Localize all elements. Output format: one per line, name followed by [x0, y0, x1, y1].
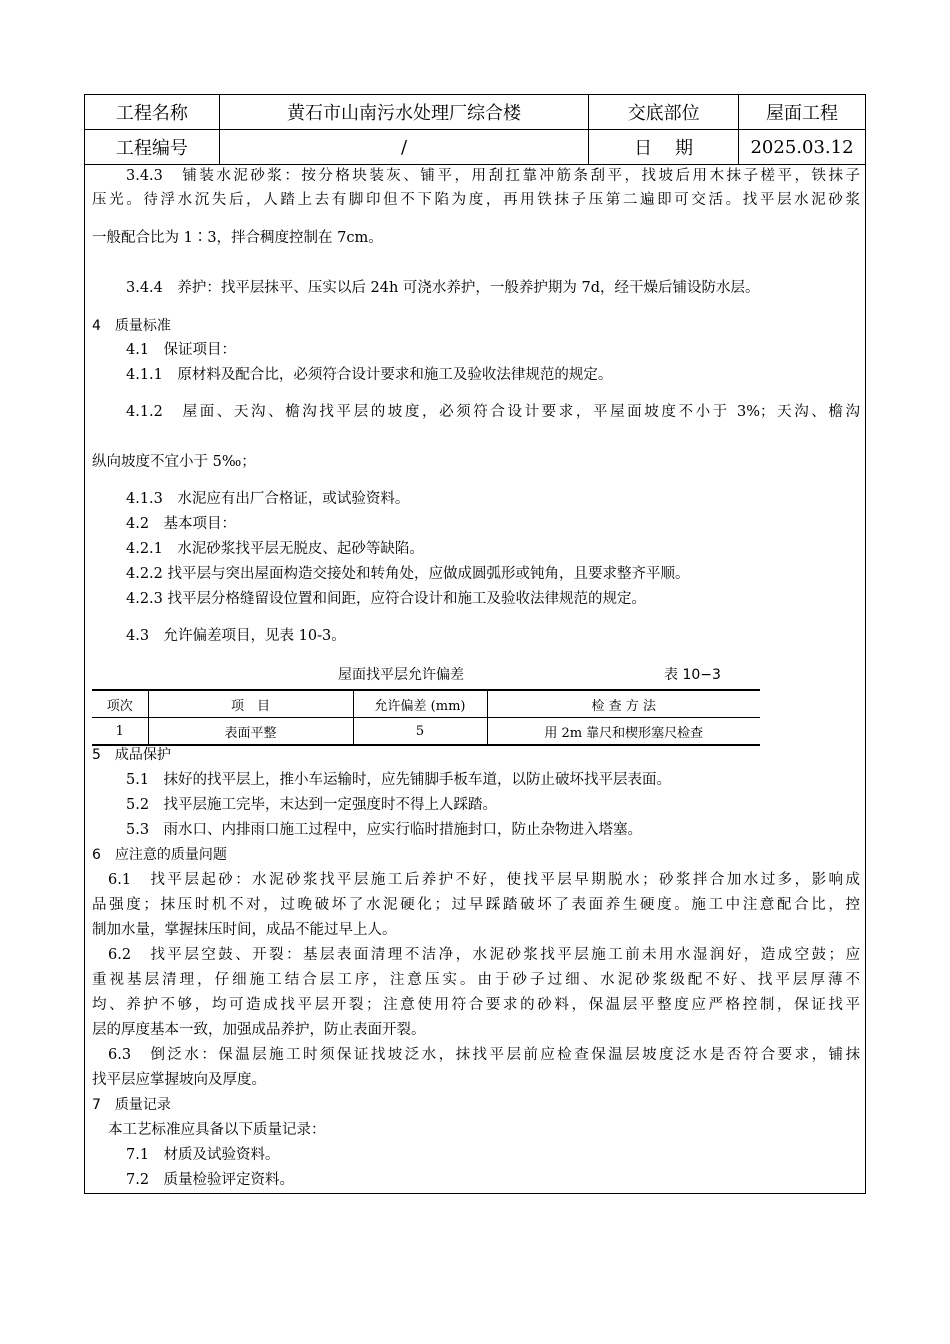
date-label: 日 期 — [589, 130, 739, 165]
dept-value: 屋面工程 — [739, 95, 866, 130]
table-header-method: 检 查 方 法 — [487, 690, 760, 718]
section-4-heading: 4 质量标准 — [92, 318, 171, 334]
date-value: 2025.03.12 — [739, 130, 866, 165]
item-6-1-line3: 制加水量，掌握抹压时间，成品不能过早上人。 — [92, 922, 397, 938]
item-4-2-2: 4.2.2 找平层与突出屋面构造交接处和转角处，应做成圆弧形或钝角，且要求整齐平顺。 — [126, 566, 690, 582]
table-cell-no: 1 — [92, 718, 148, 746]
item-5-3: 5.3 雨水口、内排雨口施工过程中，应实行临时措施封口，防止杂物进入塔塞。 — [126, 822, 643, 838]
item-6-3-line1: 6.3 倒泛水：保温层施工时须保证找坡泛水，抹找平层前应检查保温层坡度泛水是否符合要求，铺抹 — [108, 1047, 860, 1063]
item-4-2: 4.2 基本项目： — [126, 516, 237, 532]
item-7-intro: 本工艺标准应具备以下质量记录： — [108, 1122, 326, 1138]
section-6-heading: 6 应注意的质量问题 — [92, 847, 227, 863]
item-4-1-1: 4.1.1 原材料及配合比，必须符合设计要求和施工及验收法律规范的规定。 — [126, 367, 613, 383]
item-6-1-line2: 品强度；抹压时机不对，过晚破坏了水泥硬化；过早踩踏破坏了表面养生硬度。施工中注意配合比，控 — [92, 897, 860, 913]
paragraph-3-4-3-line1: 3.4.3 铺装水泥砂浆：按分格块装灰、铺平，用刮扛靠冲筋条刮平，找坡后用木抹子槎平，铁抹子 — [126, 168, 860, 184]
table-title: 屋面找平层允许偏差 — [338, 667, 464, 683]
table-cell-method: 用 2m 靠尺和楔形塞尺检查 — [487, 718, 760, 746]
table-cell-tolerance: 5 — [353, 718, 487, 746]
table-cell-item: 表面平整 — [148, 718, 353, 746]
project-name: 黄石市山南污水处理厂综合楼 — [219, 95, 588, 130]
item-6-2-line2: 重视基层清理，仔细施工结合层工序，注意压实。由于砂子过细、水泥砂浆级配不好、找平层厚薄不 — [92, 972, 860, 988]
item-5-2: 5.2 找平层施工完毕，末达到一定强度时不得上人踩踏。 — [126, 797, 498, 813]
project-no: / — [219, 130, 588, 165]
item-6-2-line3: 均、养护不够，均可造成找平层开裂；注意使用符合要求的砂料，保温层平整度应严格控制，保证找平 — [92, 997, 860, 1013]
item-4-1-2-line2: 纵向坡度不宜小于 5‰； — [92, 454, 256, 470]
paragraph-3-4-4: 3.4.4 养护：找平层抹平、压实以后 24h 可浇水养护，一般养护期为 7d，经干燥后铺设防水层。 — [126, 280, 760, 296]
item-7-1: 7.1 材质及试验资料。 — [126, 1147, 280, 1163]
section-7-heading: 7 质量记录 — [92, 1097, 171, 1113]
paragraph-3-4-3-line2: 压光。待浮水沉失后，人踏上去有脚印但不下陷为度，再用铁抹子压第二遍即可交活。找平层水泥砂浆 — [92, 192, 860, 208]
item-4-1-2-line1: 4.1.2 屋面、天沟、檐沟找平层的坡度，必须符合设计要求，平屋面坡度不小于 3%；天沟、檐沟 — [126, 404, 860, 420]
table-header-tolerance: 允许偏差 (mm) — [353, 690, 487, 718]
item-4-2-3: 4.2.3 找平层分格缝留设位置和间距，应符合设计和施工及验收法律规范的规定。 — [126, 591, 647, 607]
project-name-label: 工程名称 — [85, 95, 220, 130]
deviation-table — [92, 689, 760, 746]
dept-label: 交底部位 — [589, 95, 739, 130]
item-4-1: 4.1 保证项目： — [126, 342, 237, 358]
table-header-item: 项 目 — [148, 690, 353, 718]
item-4-3: 4.3 允许偏差项目，见表 10-3。 — [126, 628, 346, 644]
paragraph-3-4-3-line3: 一般配合比为 1∶3，拌合稠度控制在 7cm。 — [92, 230, 383, 246]
item-7-2: 7.2 质量检验评定资料。 — [126, 1172, 295, 1188]
section-5-heading: 5 成品保护 — [92, 747, 171, 763]
item-6-2-line1: 6.2 找平层空鼓、开裂：基层表面清理不洁净，水泥砂浆找平层施工前未用水湿润好，造成空鼓；应 — [108, 947, 860, 963]
item-6-3-line2: 找平层应掌握坡向及厚度。 — [92, 1072, 266, 1088]
table-header-no: 项次 — [92, 690, 148, 718]
header-table — [84, 94, 866, 165]
table-number: 表 10−3 — [664, 667, 721, 683]
item-4-2-1: 4.2.1 水泥砂浆找平层无脱皮、起砂等缺陷。 — [126, 541, 424, 557]
project-no-label: 工程编号 — [85, 130, 220, 165]
item-4-1-3: 4.1.3 水泥应有出厂合格证，或试验资料。 — [126, 491, 410, 507]
item-6-1-line1: 6.1 找平层起砂：水泥砂浆找平层施工后养护不好，使找平层早期脱水；砂浆拌合加水过多，影响成 — [108, 872, 860, 888]
item-6-2-line4: 层的厚度基本一致，加强成品养护，防止表面开裂。 — [92, 1022, 426, 1038]
item-5-1: 5.1 抹好的找平层上，推小车运输时，应先铺脚手板车道，以防止破坏找平层表面。 — [126, 772, 672, 788]
